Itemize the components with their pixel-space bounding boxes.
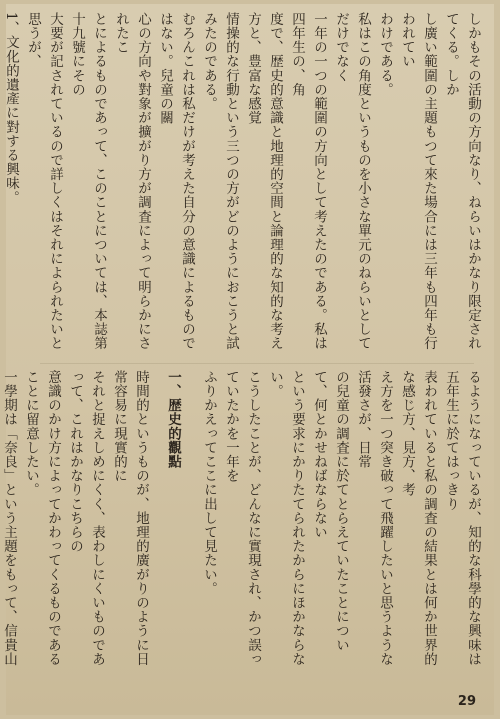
text-line: 大要が記されているので詳しくはそれによられたいと思うが、: [25, 12, 63, 351]
text-line: し廣い範圍の主題もつて來た場合には三年も四年も行われてい: [399, 12, 437, 351]
section-heading: 一、歴史的觀點: [165, 370, 181, 469]
text-line: という要求にかりたてられたからにほかならない。: [267, 370, 305, 667]
text-line: それと捉えしめにくく、表わしにくいものであって、これはかなりこちらの: [67, 370, 105, 667]
text-line: こうしたことが、どんなに實現され、かつ誤っていたかを一年を: [223, 370, 261, 667]
text-line: 表われていると私の調査の結果とは何か世界的な感じ方、見方、考: [399, 370, 437, 667]
text-line: わけである。: [377, 12, 393, 97]
text-line: 一年の一つの範圍の方向として考えたのである。私は四年生の、角: [289, 12, 327, 351]
section-divider: [40, 363, 474, 364]
text-line: 度で、歴史的意識と地理的空間と論理的な知的な考え方と、豊富な感覚: [245, 12, 283, 351]
text-block-upper: [3, 12, 484, 358]
text-line: 心の方向や對象が擴がり方が調査によって明らかにされたこ: [113, 12, 151, 351]
text-line: とによるものであって、このことについては、本誌第十九號にその: [69, 12, 107, 351]
text-line: 時間的というものが、地理的廣がりのように日常容易に現實的に: [111, 370, 149, 667]
text-line: 一學期は「奈良」という主題をもって、信貴山: [1, 370, 17, 667]
text-line: の兒童の調査に於てとらえていたことについて、何とかせねばならない: [311, 370, 349, 652]
page-number: 29: [457, 694, 476, 709]
text-block-lower: [1, 370, 484, 674]
text-line: ふりかえってここに出して見たい。: [201, 370, 217, 596]
text-line: 1、文化的遺產に對する興味。: [3, 12, 19, 205]
text-line: しかもその活動の方向なり、ねらいはかなり限定されてくる。しか: [443, 12, 481, 351]
magazine-page: [1, 4, 494, 715]
text-line: 私はこの角度というものを小さな單元のねらいとしてだけでなく: [333, 12, 371, 351]
text-line: え方を一つ突き破って飛躍したいと思うような活發さが、日常: [355, 370, 393, 667]
text-line: るようになっているが、知的な科學的な興味は五年生に於てはっきり: [443, 370, 481, 667]
text-line: 意識のかけ方によってかわってくるものであることに留意したい。: [23, 370, 61, 667]
text-line: むろんこれは私だけが考えた自分の意識によるものではない。兒童の關: [157, 12, 195, 351]
text-line: 情操的な行動という三つの方がどのようにおこうと試みたのである。: [201, 12, 239, 351]
